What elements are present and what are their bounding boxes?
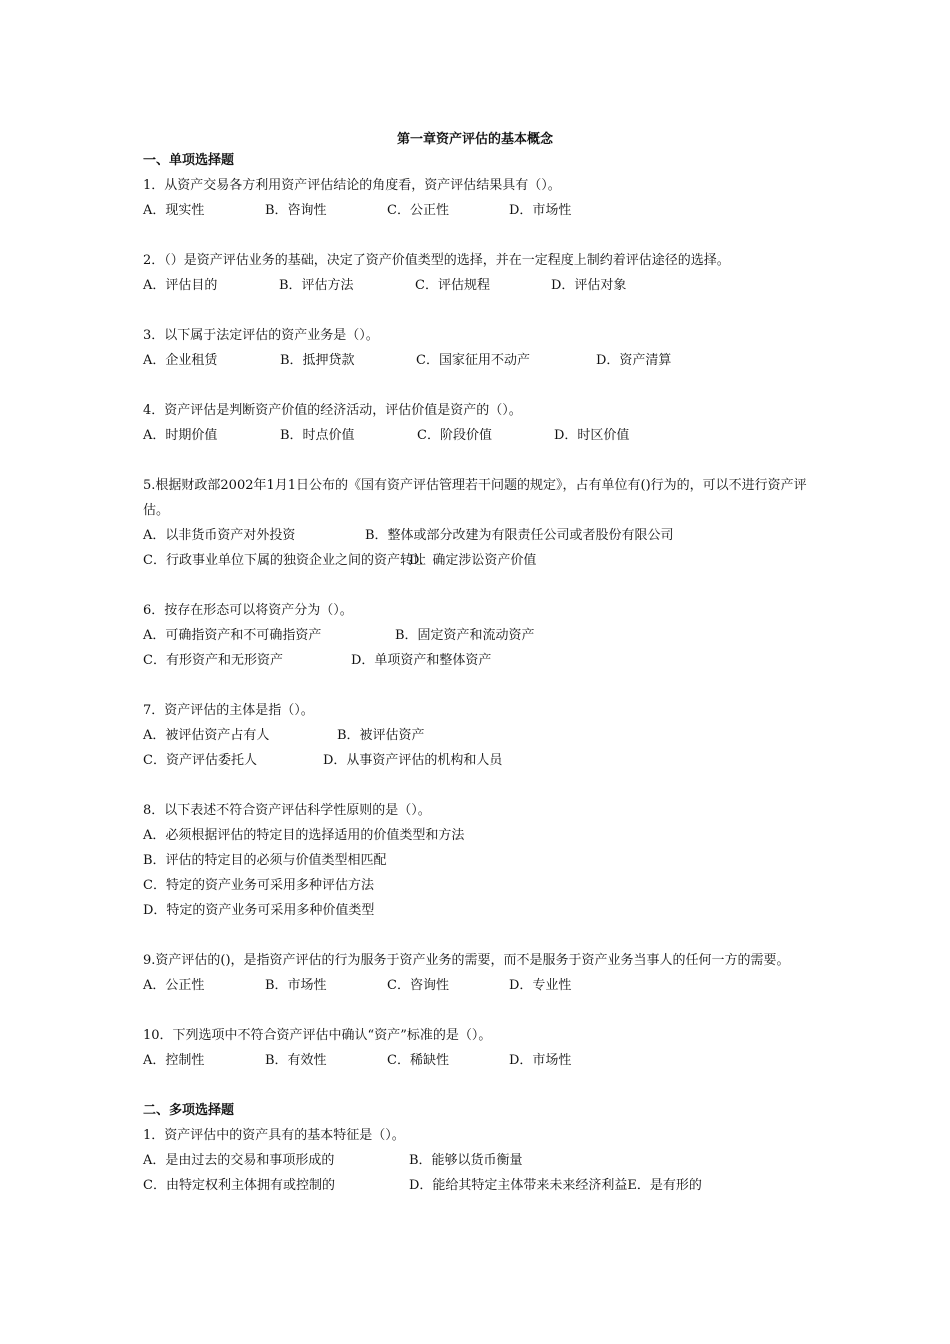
options-row bbox=[143, 973, 813, 998]
question-stem: 2．（）是资产评估业务的基础，决定了资产价值类型的选择，并在一定程度上制约着评估途径的选择。 bbox=[143, 253, 730, 268]
options-row bbox=[143, 548, 813, 573]
option-c: C．稀缺性 bbox=[387, 1053, 449, 1068]
question-2 bbox=[143, 248, 813, 298]
option-d: D．单项资产和整体资产 bbox=[351, 653, 492, 668]
question-8 bbox=[143, 798, 813, 923]
page-title: 第一章资产评估的基本概念 bbox=[396, 132, 553, 147]
question-7 bbox=[143, 698, 813, 773]
options-row bbox=[143, 1173, 813, 1198]
question-9 bbox=[143, 948, 813, 998]
option-a: A．可确指资产和不可确指资产 bbox=[143, 628, 322, 643]
option-b: B．评估方法 bbox=[279, 278, 354, 293]
option-d: D．评估对象 bbox=[551, 278, 627, 293]
question-stem: 7．资产评估的主体是指（）。 bbox=[143, 703, 314, 718]
options-row bbox=[143, 1148, 813, 1173]
question-stem: 5.根据财政部2002年1月1日公布的《国有资产评估管理若干问题的规定》，占有单位有()行为的，可以不进行资产评估。 bbox=[143, 478, 807, 518]
option-d: D．专业性 bbox=[509, 978, 572, 993]
option-c: C．资产评估委托人 bbox=[143, 753, 257, 768]
options-row bbox=[143, 748, 813, 773]
option-d: D．市场性 bbox=[509, 203, 572, 218]
question-5 bbox=[143, 473, 813, 573]
section-heading-single-choice: 一、单项选择题 bbox=[143, 153, 235, 168]
options-row bbox=[143, 648, 813, 673]
option-c: C．公正性 bbox=[387, 203, 449, 218]
option-a: A．公正性 bbox=[143, 978, 205, 993]
option-b: B．整体或部分改建为有限责任公司或者股份有限公司 bbox=[365, 528, 674, 543]
option-a: A．必须根据评估的特定目的选择适用的价值类型和方法 bbox=[143, 828, 465, 843]
option-d: D．市场性 bbox=[509, 1053, 572, 1068]
option-b: B．时点价值 bbox=[280, 428, 355, 443]
option-a: A．现实性 bbox=[143, 203, 205, 218]
option-c: C．咨询性 bbox=[387, 978, 449, 993]
options-row bbox=[143, 198, 813, 223]
multi-question-1 bbox=[143, 1123, 813, 1198]
option-d-e: D．能给其特定主体带来未来经济利益E．是有形的 bbox=[409, 1178, 702, 1193]
document-content bbox=[143, 148, 813, 1223]
option-b: B．被评估资产 bbox=[337, 728, 425, 743]
option-b: B．固定资产和流动资产 bbox=[395, 628, 535, 643]
option-b: B．抵押贷款 bbox=[280, 353, 355, 368]
option-c: C．评估规程 bbox=[415, 278, 490, 293]
question-stem: 10．下列选项中不符合资产评估中确认“资产”标准的是（）。 bbox=[143, 1028, 492, 1043]
option-d: D．时区价值 bbox=[554, 428, 630, 443]
option-a: A．控制性 bbox=[143, 1053, 205, 1068]
options-row bbox=[143, 348, 813, 373]
question-stem: 9.资产评估的()，是指资产评估的行为服务于资产业务的需要，而不是服务于资产业务当事人的任何一方的需要。 bbox=[143, 953, 790, 968]
option-c: C．由特定权利主体拥有或控制的 bbox=[143, 1178, 335, 1193]
option-b: B．能够以货币衡量 bbox=[409, 1153, 523, 1168]
option-c: C．行政事业单位下属的独资企业之间的资产转让 bbox=[143, 553, 426, 568]
options-row bbox=[143, 523, 813, 548]
option-d: D．特定的资产业务可采用多种价值类型 bbox=[143, 903, 375, 918]
options-row bbox=[143, 623, 813, 648]
option-d: D．资产清算 bbox=[596, 353, 672, 368]
question-stem: 6．按存在形态可以将资产分为（）。 bbox=[143, 603, 353, 618]
options-row bbox=[143, 273, 813, 298]
option-a: A．时期价值 bbox=[143, 428, 218, 443]
option-d: D．从事资产评估的机构和人员 bbox=[323, 753, 503, 768]
option-a: A．以非货币资产对外投资 bbox=[143, 528, 296, 543]
option-d: D．确定涉讼资产价值 bbox=[409, 553, 537, 568]
question-4 bbox=[143, 398, 813, 448]
option-c: C．有形资产和无形资产 bbox=[143, 653, 283, 668]
options-row bbox=[143, 723, 813, 748]
options-row bbox=[143, 423, 813, 448]
option-a: A．是由过去的交易和事项形成的 bbox=[143, 1153, 335, 1168]
question-stem: 1．从资产交易各方利用资产评估结论的角度看，资产评估结果具有（）。 bbox=[143, 178, 561, 193]
question-stem: 4．资产评估是判断资产价值的经济活动，评估价值是资产的（）。 bbox=[143, 403, 522, 418]
option-b: B．评估的特定目的必须与价值类型相匹配 bbox=[143, 853, 387, 868]
option-a: A．评估目的 bbox=[143, 278, 218, 293]
option-c: C．特定的资产业务可采用多种评估方法 bbox=[143, 878, 374, 893]
question-stem: 1．资产评估中的资产具有的基本特征是（）。 bbox=[143, 1128, 405, 1143]
question-3 bbox=[143, 323, 813, 373]
option-c: C．阶段价值 bbox=[417, 428, 492, 443]
option-a: A．被评估资产占有人 bbox=[143, 728, 270, 743]
option-b: B．市场性 bbox=[265, 978, 327, 993]
option-b: B．咨询性 bbox=[265, 203, 327, 218]
options-row bbox=[143, 1048, 813, 1073]
question-6 bbox=[143, 598, 813, 673]
question-1 bbox=[143, 173, 813, 223]
question-stem: 8．以下表述不符合资产评估科学性原则的是（）。 bbox=[143, 803, 431, 818]
option-c: C．国家征用不动产 bbox=[416, 353, 530, 368]
question-10 bbox=[143, 1023, 813, 1073]
question-stem: 3．以下属于法定评估的资产业务是（）。 bbox=[143, 328, 379, 343]
option-b: B．有效性 bbox=[265, 1053, 327, 1068]
section-heading-multiple-choice: 二、多项选择题 bbox=[143, 1103, 235, 1118]
option-a: A．企业租赁 bbox=[143, 353, 218, 368]
